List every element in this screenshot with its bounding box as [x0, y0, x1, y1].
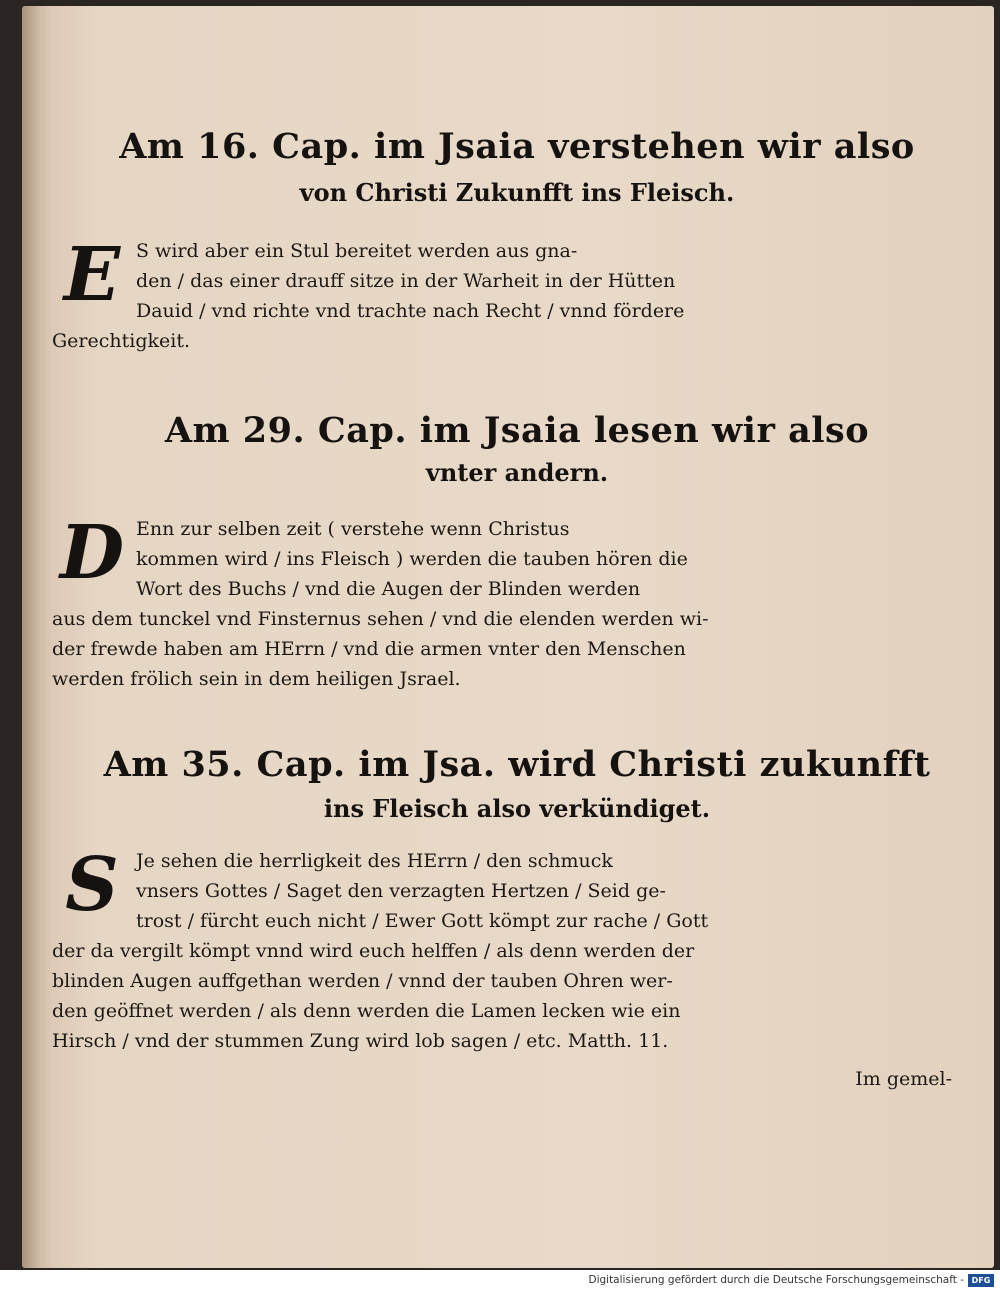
- paragraph-line: vnsers Gottes / Saget den verzagten Hertzen / Seid ge-: [136, 880, 666, 902]
- footer-bar: [0, 1272, 1000, 1290]
- paragraph-line: trost / fürcht euch nicht / Ewer Gott kömpt zur rache / Gott: [136, 910, 709, 932]
- section-3-heading: Am 35. Cap. im Jsa. wird Christi zukunfft: [103, 744, 931, 785]
- page-gutter: [22, 6, 42, 1268]
- paragraph-line: der frewde haben am HErrn / vnd die armen vnter den Menschen: [52, 638, 686, 660]
- paragraph-line: Je sehen die herrligkeit des HErrn / den schmuck: [136, 850, 613, 872]
- paragraph-line: werden frölich sein in dem heiligen Jsrael.: [52, 668, 461, 690]
- section-3-paragraph: [52, 842, 982, 1056]
- section-1-initial: E: [63, 232, 121, 318]
- paragraph-line: den / das einer drauff sitze in der Warheit in der Hütten: [136, 270, 676, 292]
- paragraph-line: Hirsch / vnd der stummen Zung wird lob sagen / etc. Matth. 11.: [52, 1030, 669, 1052]
- funding-credit: Digitalisierung gefördert durch die Deutsche Forschungsgemeinschaft -: [588, 1274, 964, 1286]
- section-3-subheading: ins Fleisch also verkündiget.: [323, 794, 711, 823]
- dfg-logo-icon: DFG: [968, 1274, 994, 1287]
- paragraph-line: Enn zur selben zeit ( verstehe wenn Christus: [136, 518, 570, 540]
- paragraph-line: Gerechtigkeit.: [52, 330, 191, 352]
- section-2-subheading: vnter andern.: [425, 458, 609, 487]
- paragraph-line: S wird aber ein Stul bereitet werden aus gna-: [136, 240, 578, 262]
- paragraph-line: kommen wird / ins Fleisch ) werden die tauben hören die: [136, 548, 688, 570]
- book-page: [22, 6, 994, 1268]
- section-3-initial: S: [65, 842, 119, 928]
- page-content: [52, 6, 982, 1268]
- paragraph-line: den geöffnet werden / als denn werden die Lamen lecken wie ein: [52, 1000, 681, 1022]
- paragraph-line: aus dem tunckel vnd Finsternus sehen / vnd die elenden werden wi-: [52, 608, 709, 630]
- paragraph-line: blinden Augen auffgethan werden / vnnd der tauben Ohren wer-: [52, 970, 673, 992]
- section-1-heading: Am 16. Cap. im Jsaia verstehen wir also: [119, 126, 915, 167]
- paragraph-line: Wort des Buchs / vnd die Augen der Blinden werden: [136, 578, 641, 600]
- section-1-paragraph: [52, 232, 982, 356]
- section-2-initial: D: [59, 510, 125, 596]
- catchword: Im gemel-: [855, 1068, 952, 1090]
- section-2-heading: Am 29. Cap. im Jsaia lesen wir also: [164, 410, 870, 451]
- section-2-paragraph: [52, 510, 982, 694]
- section-1-subheading: von Christi Zukunfft ins Fleisch.: [299, 178, 735, 207]
- paragraph-line: der da vergilt kömpt vnnd wird euch helffen / als denn werden der: [52, 940, 695, 962]
- paragraph-line: Dauid / vnd richte vnd trachte nach Recht / vnnd fördere: [136, 300, 685, 322]
